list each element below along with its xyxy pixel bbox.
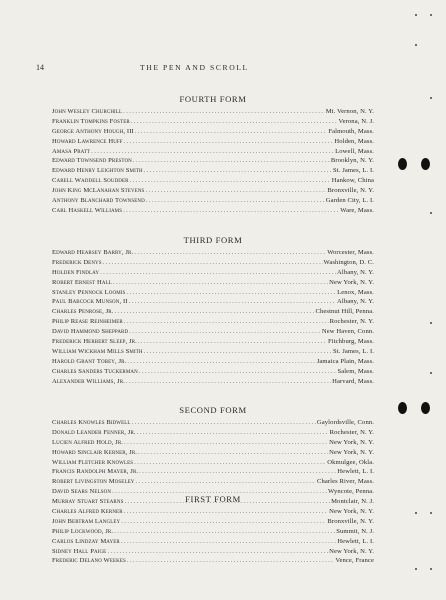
student-name: Carlos Lindzay Mayer bbox=[52, 537, 120, 545]
binder-hole bbox=[421, 158, 430, 170]
page-speck bbox=[415, 512, 417, 514]
student-name: Donald Leander Fenner, Jr. bbox=[52, 428, 136, 436]
list-item bbox=[52, 377, 374, 387]
list-item bbox=[52, 458, 374, 468]
list-item bbox=[52, 137, 374, 147]
entry-list bbox=[52, 507, 374, 566]
student-name: William Wickham Mills Smith bbox=[52, 347, 143, 355]
entry-list bbox=[52, 107, 374, 216]
hometown: Falmouth, Mass. bbox=[328, 127, 374, 135]
student-name: Lucien Alfred Hold, Jr. bbox=[52, 438, 124, 446]
hometown: Mt. Vernon, N. Y. bbox=[325, 108, 374, 115]
student-name: Charles Knowles Bidwell bbox=[52, 419, 131, 426]
list-item bbox=[52, 337, 374, 347]
dot-leader bbox=[145, 186, 326, 196]
dot-leader bbox=[134, 458, 326, 468]
list-item bbox=[52, 117, 374, 127]
list-item bbox=[52, 556, 374, 566]
dot-leader bbox=[126, 377, 331, 387]
page-number: 14 bbox=[36, 63, 44, 72]
dot-leader bbox=[135, 477, 315, 487]
hometown: Gaylordsville, Conn. bbox=[316, 419, 374, 426]
student-name: Anthony Blanchard Townsend bbox=[52, 197, 145, 205]
student-name: John King McLanahan Stevens bbox=[52, 187, 145, 195]
student-name: Frederic Delano Weekes bbox=[52, 557, 126, 565]
hometown: Vence, France bbox=[335, 557, 374, 565]
list-item bbox=[52, 527, 374, 537]
hometown: New York, N. Y. bbox=[329, 438, 374, 446]
hometown: St. James, L. I. bbox=[333, 347, 374, 355]
list-item bbox=[52, 107, 374, 117]
hometown: Ware, Mass. bbox=[340, 206, 374, 214]
hometown: Lenox, Mass. bbox=[337, 288, 374, 296]
hometown: Montclair, N. J. bbox=[331, 498, 374, 506]
student-name: Howard Lawrence Huff bbox=[52, 137, 123, 145]
list-item bbox=[52, 438, 374, 448]
hometown: Brooklyn, N. Y. bbox=[330, 157, 374, 165]
hometown: Garden City, L. I. bbox=[325, 197, 374, 205]
dot-leader bbox=[114, 527, 335, 537]
list-item bbox=[52, 327, 374, 337]
page-speck bbox=[430, 14, 432, 16]
list-item bbox=[52, 467, 374, 477]
hometown: Bronxville, N. Y. bbox=[327, 517, 374, 525]
list-item bbox=[52, 127, 374, 137]
dot-leader bbox=[144, 166, 332, 176]
student-name: Murray Stuart Stearns bbox=[52, 498, 124, 506]
running-title: THE PEN AND SCROLL bbox=[140, 63, 249, 72]
list-item bbox=[52, 507, 374, 517]
hometown: Albany, N. Y. bbox=[337, 298, 374, 306]
list-item bbox=[52, 248, 374, 258]
student-name: Frederick Herbert Sleep, Jr. bbox=[52, 338, 137, 346]
hometown: Jamaica Plain, Mass. bbox=[316, 357, 374, 365]
hometown: Rochester, N. Y. bbox=[329, 318, 374, 326]
list-item bbox=[52, 347, 374, 357]
list-item bbox=[52, 147, 374, 157]
student-name: Philip Lockwood, Jr. bbox=[52, 527, 114, 535]
list-item bbox=[52, 186, 374, 196]
dot-leader bbox=[129, 327, 321, 337]
list-item bbox=[52, 517, 374, 527]
page-speck bbox=[430, 322, 432, 324]
dot-leader bbox=[133, 156, 330, 166]
hometown: Salem, Mass. bbox=[337, 367, 374, 375]
dot-leader bbox=[131, 117, 338, 127]
page-speck bbox=[415, 568, 417, 570]
student-name: Harold Grant Tobey, Jr. bbox=[52, 357, 127, 365]
student-name: Stanley Pennock Loomis bbox=[52, 288, 126, 296]
student-name: Robert Ernest Hall bbox=[52, 278, 112, 286]
student-name: Frederick Denys bbox=[52, 258, 102, 266]
section-fourth-form bbox=[52, 93, 374, 216]
page-speck bbox=[430, 97, 432, 99]
student-name: David Hammond Sheppard bbox=[52, 328, 129, 336]
dot-leader bbox=[113, 278, 328, 288]
hometown: Harvard, Mass. bbox=[332, 377, 374, 385]
dot-leader bbox=[124, 137, 334, 147]
student-name: Sidney Hall Paige bbox=[52, 547, 107, 555]
student-name: Holden Findlay bbox=[52, 268, 100, 276]
hometown: Okmulgee, Okla. bbox=[327, 458, 374, 466]
hometown: New York, N. Y. bbox=[329, 508, 374, 515]
dot-leader bbox=[132, 418, 316, 428]
student-name: Amasa Pratt bbox=[52, 147, 91, 155]
list-item bbox=[52, 206, 374, 216]
student-name: Charles Penrose, Jr. bbox=[52, 308, 114, 316]
hometown: Charles River, Mass. bbox=[316, 478, 374, 486]
student-name: Charles Sanders Tuckerman bbox=[52, 367, 138, 375]
hometown: Washington, D. C. bbox=[323, 258, 374, 266]
list-item bbox=[52, 196, 374, 206]
dot-leader bbox=[124, 438, 328, 448]
list-item bbox=[52, 317, 374, 327]
page-speck bbox=[415, 14, 417, 16]
list-item bbox=[52, 288, 374, 298]
student-name: David Sears Nelson bbox=[52, 488, 112, 496]
dot-leader bbox=[124, 507, 328, 517]
list-item bbox=[52, 176, 374, 186]
hometown: Verona, N. J. bbox=[338, 117, 374, 125]
hometown: Chestnut Hill, Penna. bbox=[315, 308, 374, 316]
student-name: Howard Sinclair Kerner, Jr. bbox=[52, 448, 138, 456]
list-item bbox=[52, 166, 374, 176]
dot-leader bbox=[130, 176, 331, 186]
student-name: Francis Randolph Mayer, Jr. bbox=[52, 468, 139, 476]
dot-leader bbox=[146, 196, 325, 206]
student-name: George Anthony Hough, III bbox=[52, 127, 134, 135]
student-name: William Fletcher Knowles bbox=[52, 458, 134, 466]
student-name: John Wesley Churchill bbox=[52, 108, 123, 115]
list-item bbox=[52, 307, 374, 317]
dot-leader bbox=[139, 467, 336, 477]
hometown: St. James, L. I. bbox=[333, 167, 374, 175]
page-speck bbox=[430, 212, 432, 214]
student-name: Carl Haskell Williams bbox=[52, 206, 123, 214]
binder-hole bbox=[398, 402, 407, 414]
entry-list bbox=[52, 248, 374, 386]
dot-leader bbox=[129, 297, 336, 307]
dot-leader bbox=[127, 357, 315, 367]
dot-leader bbox=[123, 206, 339, 216]
list-item bbox=[52, 268, 374, 278]
hometown: Rochester, N. Y. bbox=[329, 428, 374, 436]
list-item bbox=[52, 547, 374, 557]
hometown: New Haven, Conn. bbox=[321, 328, 374, 336]
hometown: Albany, N. Y. bbox=[337, 268, 374, 276]
student-name: Charles Alfred Kerner bbox=[52, 508, 123, 515]
list-item bbox=[52, 156, 374, 166]
dot-leader bbox=[91, 147, 334, 157]
list-item bbox=[52, 278, 374, 288]
student-name: Franklin Tompkins Foster bbox=[52, 117, 130, 125]
hometown: Holden, Mass. bbox=[334, 137, 374, 145]
dot-leader bbox=[127, 556, 334, 566]
student-name: Carell Waddell Soudder bbox=[52, 177, 129, 185]
page-speck bbox=[430, 512, 432, 514]
dot-leader bbox=[107, 547, 328, 557]
hometown: Wyncote, Penna. bbox=[328, 488, 374, 496]
section-third-form bbox=[52, 234, 374, 386]
dot-leader bbox=[134, 248, 326, 258]
list-item bbox=[52, 367, 374, 377]
section-title: SECOND FORM bbox=[179, 405, 247, 415]
list-item bbox=[52, 418, 374, 428]
hometown: Summit, N. J. bbox=[336, 527, 374, 535]
section-title: THIRD FORM bbox=[183, 235, 243, 245]
page-speck bbox=[430, 568, 432, 570]
page-speck bbox=[415, 44, 417, 46]
dot-leader bbox=[103, 258, 323, 268]
dot-leader bbox=[100, 268, 336, 278]
hometown: New York, N. Y. bbox=[329, 547, 374, 555]
list-item bbox=[52, 357, 374, 367]
student-name: Philip Rease Reinheimer bbox=[52, 318, 123, 326]
student-name: Alexander Williams, Jr. bbox=[52, 377, 125, 385]
binder-hole bbox=[398, 158, 407, 170]
list-item bbox=[52, 537, 374, 547]
section-title: FOURTH FORM bbox=[179, 94, 247, 104]
section-second-form bbox=[52, 404, 374, 507]
student-name: Paul Babcock Munson, II bbox=[52, 298, 128, 306]
list-item bbox=[52, 428, 374, 438]
student-name: Edward Hearsey Barry, Jr. bbox=[52, 249, 134, 256]
dot-leader bbox=[123, 107, 325, 117]
hometown: Hewlett, L. I. bbox=[337, 468, 374, 476]
section-first-form bbox=[52, 493, 374, 566]
hometown: Hankow, China bbox=[331, 177, 374, 185]
dot-leader bbox=[138, 337, 327, 347]
hometown: Hewlett, L. I. bbox=[337, 537, 374, 545]
hometown: New York, N. Y. bbox=[329, 278, 374, 286]
hometown: Worcester, Mass. bbox=[327, 249, 374, 256]
binder-hole bbox=[421, 402, 430, 414]
dot-leader bbox=[126, 288, 336, 298]
list-item bbox=[52, 477, 374, 487]
section-title: FIRST FORM bbox=[185, 494, 241, 504]
dot-leader bbox=[114, 307, 314, 317]
dot-leader bbox=[139, 367, 337, 377]
student-name: Edward Townsend Preston bbox=[52, 157, 132, 165]
page-speck bbox=[430, 372, 432, 374]
list-item bbox=[52, 258, 374, 268]
list-item bbox=[52, 297, 374, 307]
dot-leader bbox=[144, 347, 332, 357]
dot-leader bbox=[135, 127, 328, 137]
hometown: Lowell, Mass. bbox=[335, 147, 374, 155]
dot-leader bbox=[137, 428, 329, 438]
student-name: John Bertram Langley bbox=[52, 517, 121, 525]
student-name: Robert Livingston Moseley bbox=[52, 478, 135, 486]
list-item bbox=[52, 448, 374, 458]
dot-leader bbox=[124, 317, 329, 327]
hometown: Bronxville, N. Y. bbox=[327, 187, 374, 195]
hometown: Fitchburg, Mass. bbox=[328, 338, 374, 346]
student-name: Edward Henry Leighton Smith bbox=[52, 167, 143, 175]
dot-leader bbox=[121, 517, 326, 527]
dot-leader bbox=[138, 448, 328, 458]
dot-leader bbox=[121, 537, 336, 547]
hometown: New York, N. Y. bbox=[329, 448, 374, 456]
